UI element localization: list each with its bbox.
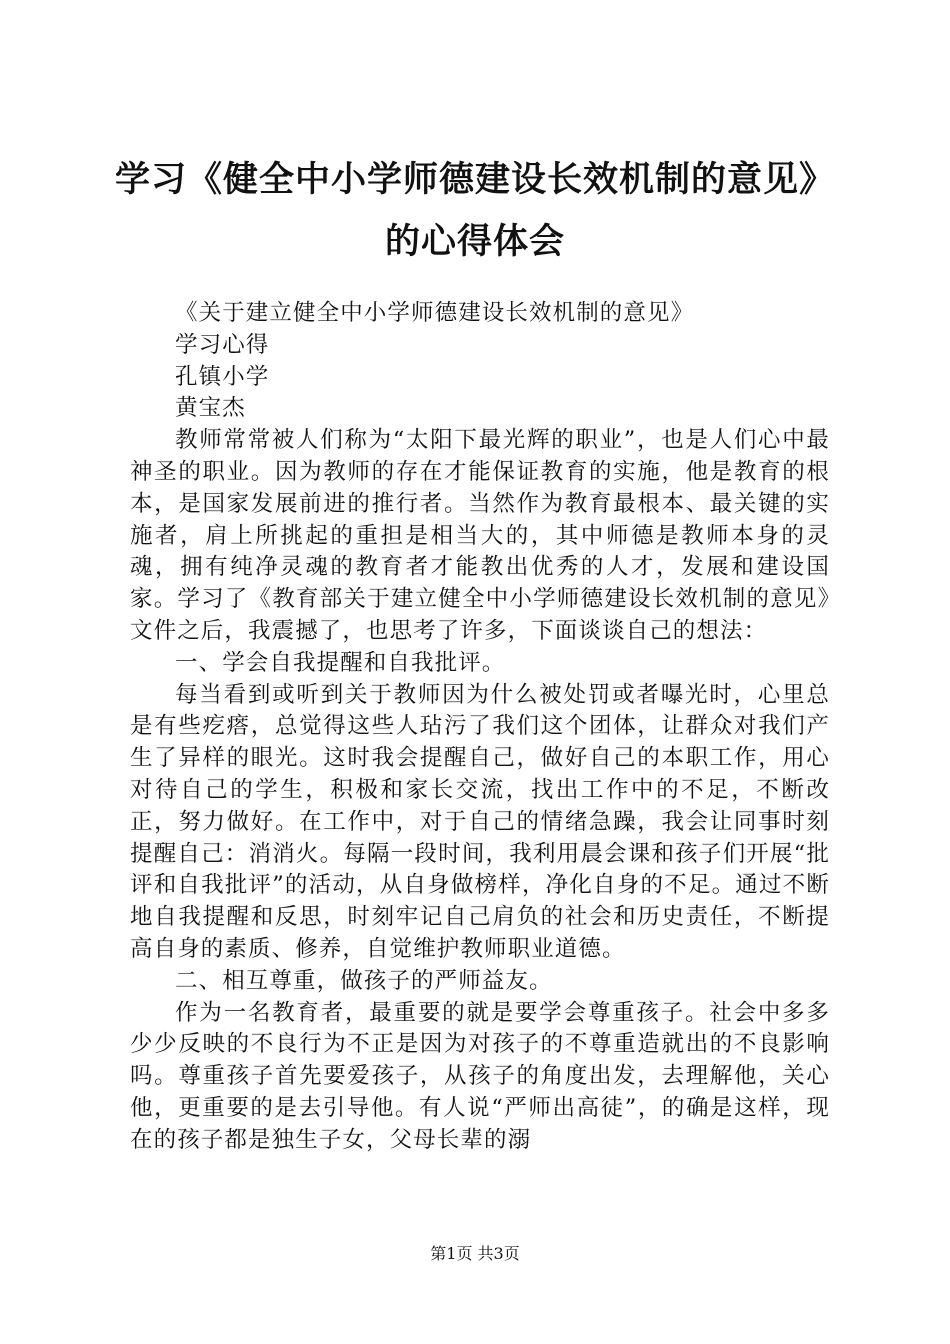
section-heading-2: 二、相互尊重，做孩子的严师益友。 [175, 967, 553, 994]
page-footer: 第1页 共3页 [430, 1244, 520, 1263]
section-heading-1: 一、学会自我提醒和自我批评。 [175, 649, 506, 676]
intro-paragraph: 教师常常被人们称为“太阳下最光辉的职业”，也是人们心中最神圣的职业。因为教师的存在才能保证教育的实施，他是教育的根本，是国家发展前进的推行者。当然作为教育最根本、最关键的实施者，肩上所挑起的重担是相当大的，其中师德是教师本身的灵魂，拥有纯净灵魂的教育者才能教出优秀的人才，发展和建设国家。学习了《教育部关于建立健全中小学师德建设长效机制的意见》文件之后，我震撼了，也思考了许多，下面谈谈自己的想法： [130, 427, 830, 644]
section-1-paragraph: 每当看到或听到关于教师因为什么被处罚或者曝光时，心里总是有些疙瘩，总觉得这些人玷污了我们这个团体，让群众对我们产生了异样的眼光。这时我会提醒自己，做好自己的本职工作，用心对待自己的学生，积极和家长交流，找出工作中的不足，不断改正，努力做好。在工作中，对于自己的情绪急躁，我会让同事时刻提醒自己：消消火。每隔一段时间，我利用晨会课和孩子们开展“批评和自我批评”的活动，从自身做榜样，净化自身的不足。通过不断地自我提醒和反思，时刻牢记自己肩负的社会和历史责任，不断提高自身的素质、修养，自觉维护教师职业道德。 [130, 681, 830, 962]
author-name: 黄宝杰 [175, 395, 246, 422]
author-school: 孔镇小学 [175, 363, 270, 390]
subtitle-paragraph: 《关于建立健全中小学师德建设长效机制的意见》 [175, 300, 695, 326]
document-title-line-2: 的心得体会 [384, 222, 565, 262]
document-body [130, 298, 830, 1157]
document-title-line-1: 学习《健全中小学师德建设长效机制的意见》 [114, 160, 835, 200]
section-2-paragraph: 作为一名教育者，最重要的就是要学会尊重孩子。社会中多多少少反映的不良行为不正是因为对孩子的不尊重造就出的不良影响吗。尊重孩子首先要爱孩子，从孩子的角度出发，去理解他，关心他，更重要的是去引导他。有人说“严师出高徒”，的确是这样，现在的孩子都是独生子女，父母长辈的溺 [130, 999, 830, 1153]
subtitle-line-study-notes: 学习心得 [175, 331, 270, 358]
